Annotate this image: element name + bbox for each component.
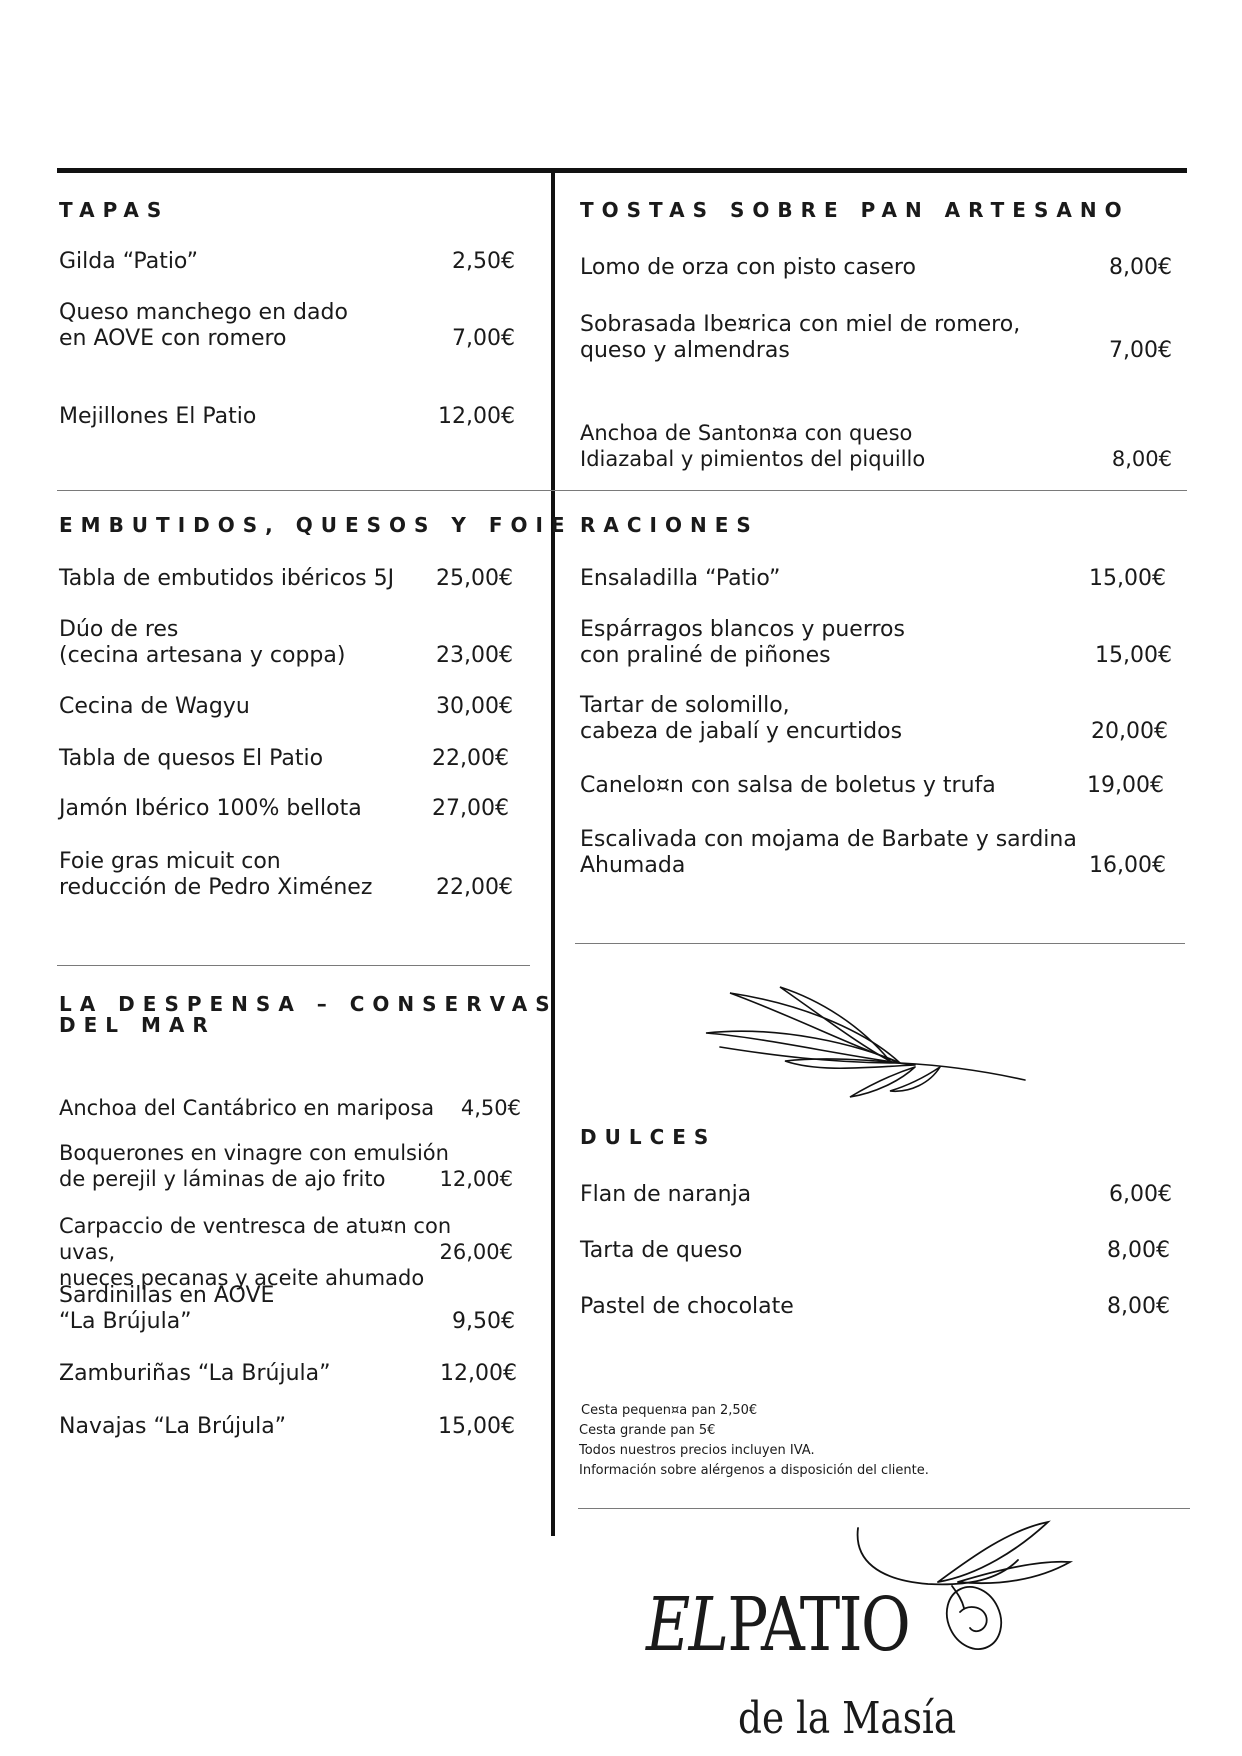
section-title-despensa-line2: DEL MAR <box>59 1013 216 1037</box>
item-price: 25,00€ <box>436 566 513 591</box>
menu-item <box>580 693 1168 745</box>
item-name: Tartar de solomillo, cabeza de jabalí y encurtidos <box>580 693 903 744</box>
item-price: 15,00€ <box>1089 566 1166 591</box>
section-title-raciones: RACIONES <box>580 513 759 537</box>
menu-item <box>580 255 1172 281</box>
section-title-dulces: DULCES <box>580 1125 717 1149</box>
menu-item <box>59 404 515 430</box>
section-divider <box>57 965 530 966</box>
item-name: Jamón Ibérico 100% bellota <box>59 796 362 821</box>
item-price: 23,00€ <box>436 643 513 668</box>
menu-item <box>59 1095 521 1121</box>
item-price: 8,00€ <box>1107 1294 1170 1319</box>
note-line: Cesta grande pan 5€ <box>579 1423 716 1438</box>
section-title-tostas: TOSTAS SOBRE PAN ARTESANO <box>580 198 1130 222</box>
item-name: Anchoa de Santon¤a con queso Idiazabal y pimientos del piquillo <box>580 421 926 471</box>
item-price: 15,00€ <box>1095 643 1172 668</box>
item-price: 19,00€ <box>1087 773 1164 798</box>
logo-title <box>646 1582 910 1668</box>
item-name: Foie gras micuit con reducción de Pedro Ximénez <box>59 849 373 900</box>
item-name: Queso manchego en dado en AOVE con romero <box>59 300 348 351</box>
menu-item <box>59 1213 513 1290</box>
item-price: 8,00€ <box>1109 255 1172 280</box>
leaf <box>850 1067 915 1097</box>
item-name: Anchoa del Cantábrico en mariposa <box>59 1096 435 1120</box>
item-price: 12,00€ <box>438 404 515 429</box>
menu-item <box>580 1238 1170 1264</box>
menu-item <box>59 249 515 275</box>
menu-item <box>59 617 513 669</box>
item-price: 30,00€ <box>436 694 513 719</box>
section-title-embutidos: EMBUTIDOS, QUESOS Y FOIE <box>59 513 573 537</box>
item-name: Ensaladilla “Patio” <box>580 566 781 591</box>
section-divider <box>575 943 1185 944</box>
column-divider <box>551 170 555 1536</box>
olive <box>937 1578 1011 1658</box>
menu-item <box>59 1140 513 1192</box>
section-divider <box>578 1508 1190 1509</box>
item-price: 20,00€ <box>1091 719 1168 744</box>
item-price: 7,00€ <box>1109 338 1172 363</box>
item-name: Gilda “Patio” <box>59 249 199 274</box>
olive-highlight <box>960 1607 987 1631</box>
item-name: Sobrasada Ibe¤rica con miel de romero, queso y almendras <box>580 312 1021 363</box>
item-price: 8,00€ <box>1111 447 1172 471</box>
item-name: Pastel de chocolate <box>580 1294 794 1319</box>
item-name: Flan de naranja <box>580 1182 752 1207</box>
item-price: 8,00€ <box>1107 1238 1170 1263</box>
item-price: 6,00€ <box>1109 1182 1172 1207</box>
item-price: 12,00€ <box>440 1361 517 1386</box>
item-name: Lomo de orza con pisto casero <box>580 255 916 280</box>
menu-item <box>580 1182 1172 1208</box>
menu-item <box>59 566 513 592</box>
item-name: Escalivada con mojama de Barbate y sardina Ahumada <box>580 827 1077 878</box>
top-rule <box>57 168 1187 173</box>
item-price: 22,00€ <box>432 746 509 771</box>
menu-item <box>580 773 1164 799</box>
section-title-tapas: TAPAS <box>59 198 170 222</box>
menu-item <box>59 849 513 901</box>
item-name: Tabla de quesos El Patio <box>59 746 324 771</box>
menu-item <box>59 746 509 772</box>
item-name: Tabla de embutidos ibéricos 5J <box>59 566 395 591</box>
item-price: 9,50€ <box>452 1309 515 1334</box>
menu-item <box>580 1294 1170 1320</box>
olive-branch-illustration <box>700 985 1030 1100</box>
item-price: 22,00€ <box>436 875 513 900</box>
note-line: Información sobre alérgenos a disposición del cliente. <box>579 1463 929 1478</box>
item-name: Boquerones en vinagre con emulsión de perejil y láminas de ajo frito <box>59 1141 449 1191</box>
branch-stem <box>858 1528 1018 1584</box>
menu-item <box>580 827 1166 879</box>
note-line: Todos nuestros precios incluyen IVA. <box>579 1443 815 1458</box>
note-line: Cesta pequen¤a pan 2,50€ <box>581 1403 758 1418</box>
item-price: 26,00€ <box>439 1240 513 1264</box>
logo-subtitle: de la Masía <box>738 1693 957 1744</box>
item-price: 7,00€ <box>452 326 515 351</box>
item-price: 27,00€ <box>432 796 509 821</box>
leaf <box>780 987 890 1061</box>
item-name: Carpaccio de ventresca de atu¤n con uvas, nueces pecanas y aceite ahumado <box>59 1214 452 1290</box>
item-price: 4,50€ <box>460 1096 521 1120</box>
menu-item <box>59 1361 517 1387</box>
item-name: Espárragos blancos y puerros con praliné de piñones <box>580 617 905 668</box>
leaf <box>958 1562 1070 1583</box>
item-name: Tarta de queso <box>580 1238 743 1263</box>
menu-item <box>59 300 515 352</box>
item-name: Cecina de Wagyu <box>59 694 250 719</box>
logo-el: EL <box>646 1582 728 1668</box>
item-name: Sardinillas en AOVE “La Brújula” <box>59 1283 275 1334</box>
item-price: 15,00€ <box>438 1414 515 1439</box>
menu-item <box>580 566 1166 592</box>
logo-patio: PATIO <box>727 1582 910 1668</box>
menu-item <box>580 617 1172 669</box>
item-name: Canelo¤n con salsa de boletus y trufa <box>580 773 996 798</box>
item-price: 12,00€ <box>439 1167 513 1191</box>
menu-item <box>59 796 509 822</box>
section-divider <box>57 490 1187 491</box>
item-name: Navajas “La Brújula” <box>59 1414 287 1439</box>
item-price: 2,50€ <box>452 249 515 274</box>
menu-item <box>59 1414 515 1440</box>
item-name: Dúo de res (cecina artesana y coppa) <box>59 617 346 668</box>
menu-item <box>580 420 1172 472</box>
item-price: 16,00€ <box>1089 853 1166 878</box>
menu-item <box>580 312 1172 364</box>
menu-item <box>59 1283 515 1335</box>
item-name: Zamburiñas “La Brújula” <box>59 1361 331 1386</box>
menu-item <box>59 694 513 720</box>
section-title-despensa: LA DESPENSA – CONSERVAS <box>59 992 558 1016</box>
item-name: Mejillones El Patio <box>59 404 257 429</box>
